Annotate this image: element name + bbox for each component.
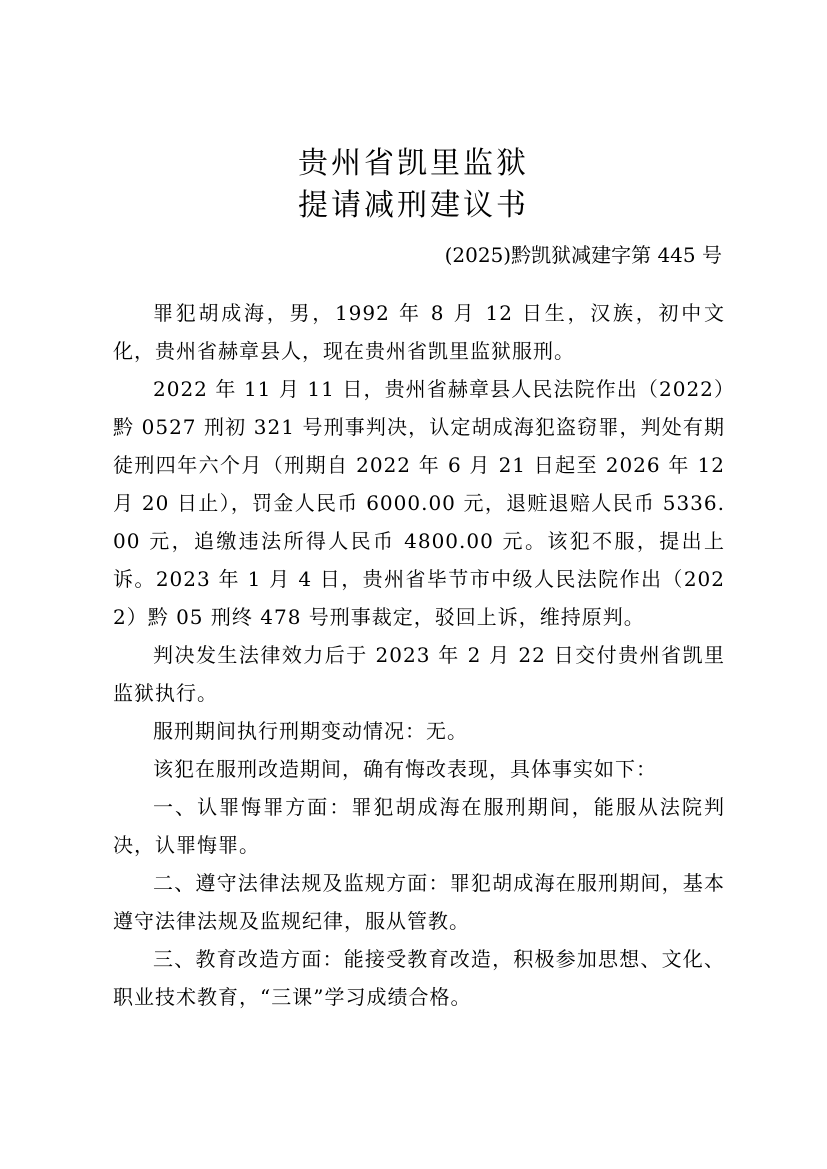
paragraph-judgment: 2022 年 11 月 11 日，贵州省赫章县人民法院作出（2022）黔 0527 刑初 321 号刑事判决，认定胡成海犯盗窃罪，判处有期徒刑四年六个月（刑期自 2022 年 6 月 21 日起至 2026 年 12 月 20 日止），罚金人民币 6000.00 元，退赃退赔人民币 5336.00 元，追缴违法所得人民币 4800.00 元。该犯不服，提出上诉。2023 年 1 月 4 日，贵州省毕节市中级人民法院作出（2022）黔 05 刑终 478 号刑事裁定，驳回上诉，维持原判。 <box>113 377 725 629</box>
document-title-line2: 提请减刑建议书 <box>298 188 529 223</box>
paragraph-law-compliance: 二、遵守法律法规及监规方面：罪犯胡成海在服刑期间，基本遵守法律法规及监规纪律，服从管教。 <box>113 871 725 933</box>
document-title-line1: 贵州省凯里监狱 <box>298 146 529 181</box>
paragraph-execution: 判决发生法律效力后于 2023 年 2 月 22 日交付贵州省凯里监狱执行。 <box>113 643 725 705</box>
paragraph-education: 三、教育改造方面：能接受教育改造，积极参加思想、文化、职业技术教育，“三课”学习成绩合格。 <box>113 947 725 1009</box>
paragraph-criminal-info: 罪犯胡成海，男，1992 年 8 月 12 日生，汉族，初中文化，贵州省赫章县人，现在贵州省凯里监狱服刑。 <box>113 301 725 363</box>
paragraph-confession: 一、认罪悔罪方面：罪犯胡成海在服刑期间，能服从法院判决，认罪悔罪。 <box>113 795 725 857</box>
paragraph-sentence-changes: 服刑期间执行刑期变动情况：无。 <box>153 719 468 743</box>
document-number: (2025)黔凯狱减建字第 445 号 <box>444 243 722 267</box>
paragraph-repentance-intro: 该犯在服刑改造期间，确有悔改表现，具体事实如下： <box>153 757 657 781</box>
document-body <box>113 294 725 1016</box>
